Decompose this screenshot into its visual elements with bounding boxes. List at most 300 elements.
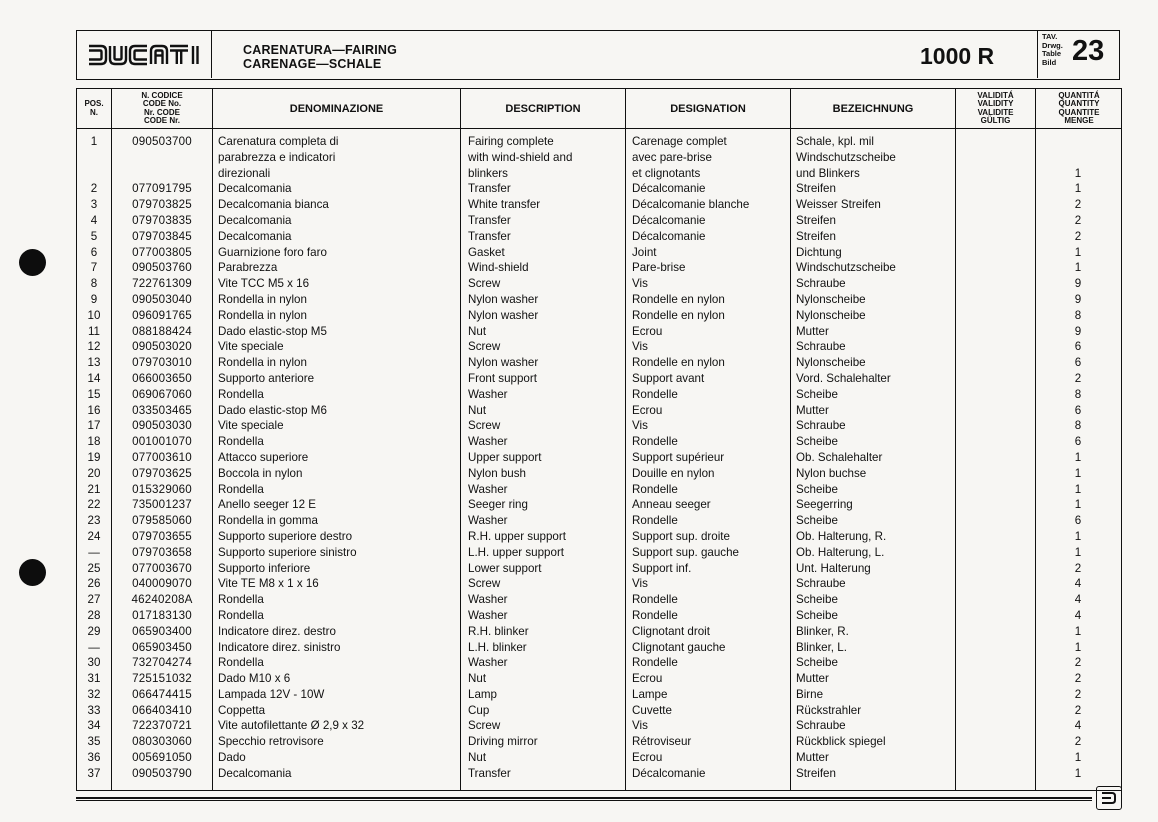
cell-code: 079703625 xyxy=(132,466,192,480)
cell-code: 088188424 xyxy=(132,324,192,338)
cell-code: 722370721 xyxy=(132,719,192,733)
table-row xyxy=(77,529,1121,545)
table-row xyxy=(77,387,1121,403)
cell-code: 090503700 xyxy=(132,135,192,148)
cell-pos: 24 xyxy=(87,529,101,543)
cell-de: Schraube xyxy=(796,419,846,433)
header-description: DESCRIPTION xyxy=(505,102,581,115)
cell-pos: — xyxy=(88,545,100,559)
cell-fr: Douille en nylon xyxy=(632,466,715,480)
header-denominazione: DENOMINAZIONE xyxy=(289,102,384,115)
cell-de: Mutter xyxy=(796,324,829,338)
cell-fr: Cuvette xyxy=(632,703,672,717)
cell-de: Streifen xyxy=(796,213,836,227)
cell-it: Supporto inferiore xyxy=(218,561,311,575)
cell-it: Indicatore direz. sinistro xyxy=(218,640,341,654)
cell-de: Ob. Halterung, R. xyxy=(796,529,887,543)
cell-en: Transfer xyxy=(468,182,511,196)
cell-qty: 4 xyxy=(1074,577,1082,591)
cell-pos: 2 xyxy=(90,182,98,196)
cell-de: Rückblick spiegel xyxy=(796,735,886,749)
cell-qty: 2 xyxy=(1074,672,1082,686)
cell-qty: 2 xyxy=(1074,656,1082,670)
table-row xyxy=(77,703,1121,719)
cell-pos: 26 xyxy=(87,577,101,591)
cell-code: 065903400 xyxy=(132,624,192,638)
cell-en: Lower support xyxy=(468,561,542,575)
cell-de: Schale, kpl. mil xyxy=(796,135,874,148)
cell-qty: 1 xyxy=(1074,624,1082,638)
cell-qty: 8 xyxy=(1074,387,1082,401)
cell-code: 46240208A xyxy=(131,593,193,607)
cell-code: 079703845 xyxy=(132,229,192,243)
table-row xyxy=(77,466,1121,482)
cell-code: 066474415 xyxy=(132,687,192,701)
cell-pos: 22 xyxy=(87,498,101,512)
cell-pos: 1 xyxy=(90,135,98,148)
cell-qty: 2 xyxy=(1074,198,1082,212)
cell-de: Rückstrahler xyxy=(796,703,862,717)
table-row xyxy=(77,671,1121,687)
cell-fr: Décalcomanie blanche xyxy=(632,198,750,212)
cell-pos: 9 xyxy=(90,292,98,306)
cell-qty: 2 xyxy=(1074,703,1082,717)
cell-en: Fairing complete xyxy=(468,135,554,148)
cell-code: 079703655 xyxy=(132,529,192,543)
cell-code: 005691050 xyxy=(132,751,192,765)
cell-en: Nut xyxy=(468,403,487,417)
cell-de: Scheibe xyxy=(796,482,838,496)
cell-qty: 8 xyxy=(1074,308,1082,322)
table-row xyxy=(77,339,1121,355)
cell-en: Transfer xyxy=(468,213,511,227)
cell-fr: Rondelle en nylon xyxy=(632,356,725,370)
cell-code: 732704274 xyxy=(132,656,192,670)
header-divider xyxy=(1037,31,1038,78)
cell-it: Dado xyxy=(218,751,246,765)
cell-it: Vite speciale xyxy=(218,340,284,354)
cell-fr: avec pare-brise xyxy=(632,150,712,164)
table-row xyxy=(77,260,1121,276)
cell-de: Scheibe xyxy=(796,387,838,401)
cell-en: Lamp xyxy=(468,687,498,701)
cell-it: parabrezza e indicatori xyxy=(218,150,336,164)
cell-en: Nut xyxy=(468,324,487,338)
cell-en: Washer xyxy=(468,514,508,528)
cell-pos: 14 xyxy=(87,371,101,385)
cell-pos: 20 xyxy=(87,466,101,480)
cell-qty: 1 xyxy=(1074,545,1082,559)
cell-en: Washer xyxy=(468,608,508,622)
header-quantity-line: QUANTITY xyxy=(1058,99,1100,109)
cell-qty: 9 xyxy=(1074,277,1082,291)
table-number: 23 xyxy=(1072,35,1105,67)
cell-en: blinkers xyxy=(468,166,508,180)
cell-qty: 4 xyxy=(1074,719,1082,733)
header-quantity xyxy=(1036,89,1122,128)
cell-code: 065903450 xyxy=(132,640,192,654)
cell-it: Supporto anteriore xyxy=(218,371,315,385)
cell-de: Dichtung xyxy=(796,245,842,259)
table-row xyxy=(77,355,1121,371)
cell-qty: 1 xyxy=(1074,498,1082,512)
cell-de: Mutter xyxy=(796,672,829,686)
cell-de: Schraube xyxy=(796,277,846,291)
cell-qty: 8 xyxy=(1074,419,1082,433)
cell-de: Blinker, L. xyxy=(796,640,847,654)
cell-it: Specchio retrovisore xyxy=(218,735,324,749)
table-row xyxy=(77,213,1121,229)
cell-en: Upper support xyxy=(468,450,542,464)
cell-pos: 13 xyxy=(87,356,101,370)
cell-en: Washer xyxy=(468,593,508,607)
table-row xyxy=(77,750,1121,766)
cell-de: Ob. Halterung, L. xyxy=(796,545,885,559)
cell-en: Front support xyxy=(468,371,537,385)
cell-de: Nylonscheibe xyxy=(796,308,866,322)
cell-it: Rondella xyxy=(218,656,264,670)
cell-fr: Rétroviseur xyxy=(632,735,692,749)
cell-fr: Rondelle xyxy=(632,593,678,607)
cell-fr: Vis xyxy=(632,719,648,733)
cell-it: Vite TCC M5 x 16 xyxy=(218,277,310,291)
cell-code: 735001237 xyxy=(132,498,192,512)
cell-qty: 1 xyxy=(1074,261,1082,275)
cell-fr: Rondelle en nylon xyxy=(632,308,725,322)
cell-qty: 1 xyxy=(1074,245,1082,259)
cell-de: Schraube xyxy=(796,577,846,591)
cell-qty: 2 xyxy=(1074,213,1082,227)
cell-fr: et clignotants xyxy=(632,166,701,180)
cell-qty: 2 xyxy=(1074,561,1082,575)
cell-pos: 23 xyxy=(87,514,101,528)
cell-it: Guarnizione foro faro xyxy=(218,245,327,259)
cell-fr: Rondelle xyxy=(632,387,678,401)
cell-en: Nylon washer xyxy=(468,308,539,322)
table-row xyxy=(77,229,1121,245)
next-page-glyph xyxy=(1101,791,1117,805)
cell-it: Vite autofilettante Ø 2,9 x 32 xyxy=(218,719,365,733)
cell-code: 015329060 xyxy=(132,482,192,496)
cell-qty: 6 xyxy=(1074,340,1082,354)
cell-de: Nylonscheibe xyxy=(796,292,866,306)
cell-fr: Décalcomanie xyxy=(632,766,706,780)
cell-de: Windschutzscheibe xyxy=(796,150,896,164)
cell-it: Decalcomania xyxy=(218,213,292,227)
cell-en: Nut xyxy=(468,672,487,686)
cell-fr: Décalcomanie xyxy=(632,229,706,243)
ducati-logo xyxy=(77,31,212,78)
header-code-line: Nr. CODE xyxy=(143,107,180,117)
cell-code: 725151032 xyxy=(132,672,192,686)
cell-pos: 37 xyxy=(87,766,101,780)
binder-hole-top xyxy=(19,249,46,276)
cell-qty: 4 xyxy=(1074,608,1082,622)
cell-qty: 1 xyxy=(1074,466,1082,480)
table-row xyxy=(77,561,1121,577)
cell-fr: Anneau seeger xyxy=(632,498,711,512)
cell-de: Scheibe xyxy=(796,435,838,449)
cell-code: 077003670 xyxy=(132,561,192,575)
table-row xyxy=(77,450,1121,466)
cell-code: 001001070 xyxy=(132,435,192,449)
cell-code: 077003805 xyxy=(132,245,192,259)
cell-qty: 9 xyxy=(1074,292,1082,306)
cell-pos: 30 xyxy=(87,656,101,670)
cell-fr: Vis xyxy=(632,577,648,591)
cell-pos: 29 xyxy=(87,624,101,638)
cell-fr: Support sup. droite xyxy=(632,529,730,543)
cell-code: 077091795 xyxy=(132,182,192,196)
cell-pos: 4 xyxy=(90,213,98,227)
cell-code: 080303060 xyxy=(132,735,192,749)
cell-qty: 1 xyxy=(1074,450,1082,464)
cell-en: Washer xyxy=(468,387,508,401)
cell-pos: 3 xyxy=(90,198,98,212)
cell-it: Decalcomania xyxy=(218,182,292,196)
cell-code: 066003650 xyxy=(132,371,192,385)
model-name: 1000 R xyxy=(920,43,995,69)
cell-en: Seeger ring xyxy=(468,498,528,512)
cell-it: Boccola in nylon xyxy=(218,466,303,480)
cell-de: Nylonscheibe xyxy=(796,356,866,370)
cell-en: Screw xyxy=(468,577,501,591)
parts-rows xyxy=(77,134,1121,782)
cell-de: Nylon buchse xyxy=(796,466,867,480)
cell-code: 066403410 xyxy=(132,703,192,717)
binder-hole-bottom xyxy=(19,559,46,586)
table-row xyxy=(77,197,1121,213)
cell-it: Parabrezza xyxy=(218,261,278,275)
header-quantity-line: QUANTITÁ xyxy=(1058,90,1100,100)
cell-fr: Ecrou xyxy=(632,751,663,765)
header-pos xyxy=(77,89,111,128)
table-row xyxy=(77,418,1121,434)
cell-code: 090503790 xyxy=(132,766,192,780)
header-code-line: N. CODICE xyxy=(141,90,183,100)
cell-en: Gasket xyxy=(468,245,505,259)
cell-fr: Rondelle en nylon xyxy=(632,292,725,306)
cell-en: Driving mirror xyxy=(468,735,538,749)
table-row xyxy=(77,276,1121,292)
cell-qty: 1 xyxy=(1074,166,1082,180)
cell-it: Rondella in nylon xyxy=(218,356,307,370)
header-designation: DESIGNATION xyxy=(670,102,746,115)
cell-en: L.H. upper support xyxy=(468,545,565,559)
cell-it: Decalcomania bianca xyxy=(218,198,329,212)
cell-qty: 2 xyxy=(1074,371,1082,385)
cell-en: Washer xyxy=(468,482,508,496)
cell-fr: Rondelle xyxy=(632,482,678,496)
header-quantity-line: QUANTITE xyxy=(1058,107,1100,117)
header-pos-line: POS. xyxy=(84,99,104,109)
cell-en: L.H. blinker xyxy=(468,640,527,654)
table-row xyxy=(77,292,1121,308)
cell-fr: Vis xyxy=(632,419,648,433)
cell-en: R.H. upper support xyxy=(468,529,566,543)
table-row xyxy=(77,592,1121,608)
cell-fr: Ecrou xyxy=(632,403,663,417)
cell-en: Washer xyxy=(468,656,508,670)
cell-de: Windschutzscheibe xyxy=(796,261,896,275)
cell-it: Rondella xyxy=(218,482,264,496)
header-validity-line: VALIDITY xyxy=(977,99,1014,109)
cell-en: Screw xyxy=(468,719,501,733)
drwg-label: Drwg. xyxy=(1042,40,1063,50)
cell-it: Rondella in gomma xyxy=(218,514,318,528)
cell-pos: 6 xyxy=(90,245,98,259)
cell-pos: 18 xyxy=(87,435,101,449)
table-row xyxy=(77,166,1121,182)
cell-qty: 6 xyxy=(1074,514,1082,528)
header-validity xyxy=(956,89,1035,128)
cell-it: Dado elastic-stop M5 xyxy=(218,324,327,338)
cell-it: Supporto superiore destro xyxy=(218,529,353,543)
table-label xyxy=(1042,33,1063,68)
cell-code: 079703658 xyxy=(132,545,192,559)
cell-qty: 1 xyxy=(1074,640,1082,654)
cell-en: Nylon washer xyxy=(468,356,539,370)
cell-code: 090503020 xyxy=(132,340,192,354)
header-row-divider xyxy=(77,128,1121,129)
table-row xyxy=(77,545,1121,561)
title-line-2: CARENAGE—SCHALE xyxy=(243,57,382,71)
page-title xyxy=(243,43,397,71)
cell-fr: Rondelle xyxy=(632,608,678,622)
cell-pos: 10 xyxy=(87,308,101,322)
cell-en: R.H. blinker xyxy=(468,624,529,638)
cell-fr: Clignotant droit xyxy=(632,624,710,638)
table-row xyxy=(77,576,1121,592)
cell-code: 079703835 xyxy=(132,213,192,227)
cell-de: Scheibe xyxy=(796,608,838,622)
cell-it: Lampada 12V - 10W xyxy=(218,687,325,701)
cell-pos: 19 xyxy=(87,450,101,464)
cell-qty: 6 xyxy=(1074,435,1082,449)
header-validity-line: GÜLTIG xyxy=(980,115,1011,125)
bild-label: Bild xyxy=(1042,58,1057,68)
cell-pos: 34 xyxy=(87,719,101,733)
cell-it: Anello seeger 12 E xyxy=(218,498,316,512)
cell-en: with wind-shield and xyxy=(468,150,573,164)
cell-pos: 12 xyxy=(87,340,101,354)
table-row xyxy=(77,150,1121,166)
cell-en: Nut xyxy=(468,751,487,765)
cell-en: Wind-shield xyxy=(468,261,529,275)
cell-fr: Rondelle xyxy=(632,514,678,528)
table-row xyxy=(77,655,1121,671)
cell-code: 722761309 xyxy=(132,277,192,291)
cell-code: 079703010 xyxy=(132,356,192,370)
cell-de: Scheibe xyxy=(796,656,838,670)
cell-en: Screw xyxy=(468,340,501,354)
cell-de: Blinker, R. xyxy=(796,624,849,638)
cell-qty: 9 xyxy=(1074,324,1082,338)
cell-fr: Rondelle xyxy=(632,435,678,449)
cell-it: Supporto superiore sinistro xyxy=(218,545,357,559)
cell-it: Dado elastic-stop M6 xyxy=(218,403,327,417)
cell-de: Schraube xyxy=(796,719,846,733)
table-row xyxy=(77,245,1121,261)
cell-it: Rondella xyxy=(218,608,264,622)
cell-de: Schraube xyxy=(796,340,846,354)
cell-en: Nylon washer xyxy=(468,292,539,306)
cell-fr: Ecrou xyxy=(632,324,663,338)
cell-it: Indicatore direz. destro xyxy=(218,624,336,638)
cell-pos: 28 xyxy=(87,608,101,622)
cell-it: Attacco superiore xyxy=(218,450,309,464)
table-row xyxy=(77,482,1121,498)
cell-pos: 11 xyxy=(87,324,101,338)
cell-qty: 1 xyxy=(1074,529,1082,543)
cell-qty: 1 xyxy=(1074,766,1082,780)
cell-pos: 35 xyxy=(87,735,101,749)
cell-code: 079703825 xyxy=(132,198,192,212)
cell-it: Decalcomania xyxy=(218,766,292,780)
next-page-icon xyxy=(1096,786,1122,810)
cell-code: 090503760 xyxy=(132,261,192,275)
table-row xyxy=(77,324,1121,340)
cell-pos: 8 xyxy=(90,277,98,291)
ducati-logo-mark xyxy=(87,44,201,66)
cell-pos: 17 xyxy=(87,419,101,433)
cell-de: Vord. Schalehalter xyxy=(796,371,891,385)
header-pos-line: N. xyxy=(90,107,98,117)
header-code xyxy=(112,89,212,128)
cell-code: 096091765 xyxy=(132,308,192,322)
tav-label: TAV. xyxy=(1042,32,1058,41)
cell-fr: Décalcomanie xyxy=(632,213,706,227)
cell-de: Streifen xyxy=(796,766,836,780)
table-row xyxy=(77,434,1121,450)
cell-en: Washer xyxy=(468,435,508,449)
cell-de: Scheibe xyxy=(796,593,838,607)
cell-fr: Joint xyxy=(632,245,657,259)
cell-code: 079585060 xyxy=(132,514,192,528)
cell-fr: Vis xyxy=(632,277,648,291)
cell-qty: 4 xyxy=(1074,593,1082,607)
table-row xyxy=(77,640,1121,656)
cell-en: Screw xyxy=(468,419,501,433)
header-code-line: CODE No. xyxy=(142,99,182,109)
cell-pos: 31 xyxy=(87,672,101,686)
cell-pos: 7 xyxy=(90,261,98,275)
cell-de: und Blinkers xyxy=(796,166,860,180)
cell-fr: Support supérieur xyxy=(632,450,725,464)
cell-fr: Vis xyxy=(632,340,648,354)
cell-de: Streifen xyxy=(796,229,836,243)
cell-fr: Support inf. xyxy=(632,561,692,575)
cell-en: White transfer xyxy=(468,198,541,212)
table-row xyxy=(77,624,1121,640)
cell-qty: 2 xyxy=(1074,687,1082,701)
cell-it: Vite speciale xyxy=(218,419,284,433)
cell-qty: 2 xyxy=(1074,735,1082,749)
cell-code: 077003610 xyxy=(132,450,192,464)
cell-it: Dado M10 x 6 xyxy=(218,672,291,686)
cell-pos: 5 xyxy=(90,229,98,243)
cell-pos: 32 xyxy=(87,687,101,701)
cell-code: 040009070 xyxy=(132,577,192,591)
cell-it: direzionali xyxy=(218,166,271,180)
cell-de: Streifen xyxy=(796,182,836,196)
header-bezeichnung: BEZEICHNUNG xyxy=(832,102,914,115)
cell-fr: Rondelle xyxy=(632,656,678,670)
cell-de: Mutter xyxy=(796,403,829,417)
table-row xyxy=(77,181,1121,197)
title-line-1: CARENATURA—FAIRING xyxy=(243,43,398,57)
cell-en: Screw xyxy=(468,277,501,291)
